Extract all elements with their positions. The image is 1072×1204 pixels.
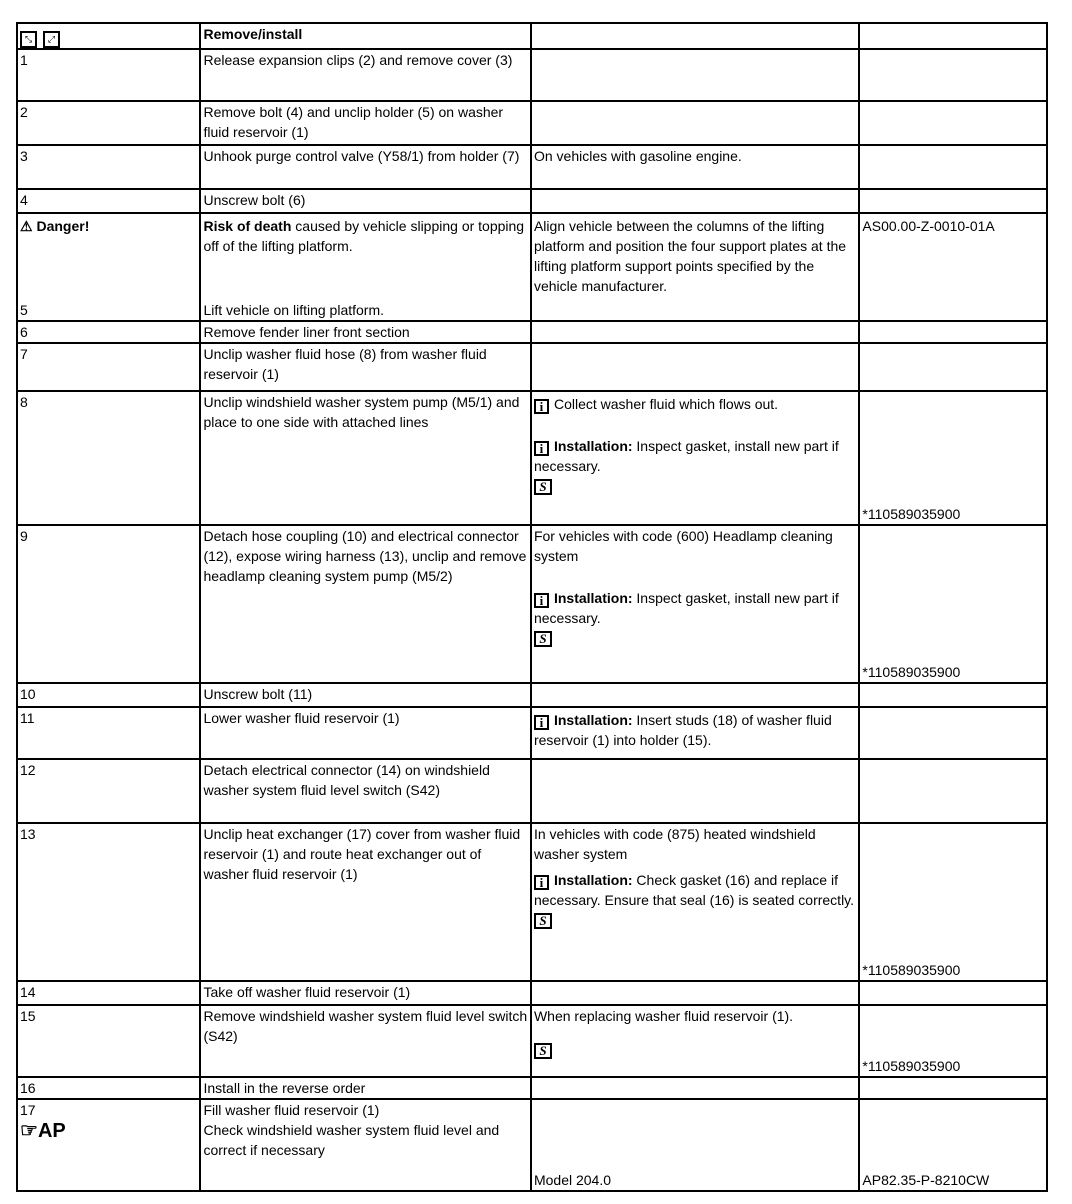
table-row bbox=[17, 823, 1047, 981]
reference-link[interactable]: *110589035900 bbox=[862, 962, 961, 978]
step-text: Lift vehicle on lifting platform. bbox=[203, 302, 385, 318]
table-row bbox=[17, 321, 1047, 343]
installation-label: Installation: bbox=[553, 872, 633, 888]
step-text: Lower washer fluid reservoir (1) bbox=[200, 707, 530, 759]
step-text: Unscrew bolt (6) bbox=[200, 189, 530, 213]
procedure-table bbox=[16, 22, 1048, 1192]
step-number: 6 bbox=[17, 321, 200, 343]
step-text: Unclip heat exchanger (17) cover from washer fluid reservoir (1) and route heat exchanger out of washer fluid reservoir (1) bbox=[200, 823, 530, 981]
reference-link[interactable]: *110589035900 bbox=[862, 1058, 961, 1074]
installation-label: Installation: bbox=[553, 438, 633, 454]
reference-link[interactable]: *110589035900 bbox=[862, 506, 961, 522]
installation-text: Inspect gasket, install new part if necessary. bbox=[533, 590, 839, 626]
table-row bbox=[17, 707, 1047, 759]
step-number: 11 bbox=[17, 707, 200, 759]
step-text: Detach electrical connector (14) on windshield washer system fluid level switch (S42) bbox=[200, 759, 530, 823]
step-number: 3 bbox=[17, 145, 200, 189]
step-note: Collect washer fluid which flows out. bbox=[553, 396, 779, 412]
special-tool-icon: S bbox=[534, 631, 552, 647]
reference-link[interactable]: AP82.35-P-8210CW bbox=[862, 1172, 990, 1188]
reference-link[interactable]: *110589035900 bbox=[862, 664, 961, 680]
table-row bbox=[17, 101, 1047, 145]
step-number: 15 bbox=[17, 1005, 200, 1077]
step-text: Unclip washer fluid hose (8) from washer fluid reservoir (1) bbox=[200, 343, 530, 391]
table-row bbox=[17, 1099, 1047, 1191]
step-text: Remove bolt (4) and unclip holder (5) on washer fluid reservoir (1) bbox=[200, 101, 530, 145]
expand-arrows-icon: ⤡ bbox=[20, 31, 37, 48]
table-row bbox=[17, 981, 1047, 1005]
step-note: Model 204.0 bbox=[533, 1172, 612, 1188]
step-text: Fill washer fluid reservoir (1) bbox=[203, 1102, 380, 1118]
step-number: 12 bbox=[17, 759, 200, 823]
step-text: Remove windshield washer system fluid level switch (S42) bbox=[200, 1005, 530, 1077]
info-icon: i bbox=[534, 875, 549, 890]
special-tool-icon: S bbox=[534, 479, 552, 495]
warning-triangle-icon: ⚠ bbox=[20, 218, 33, 234]
table-row bbox=[17, 213, 1047, 321]
step-text: Take off washer fluid reservoir (1) bbox=[200, 981, 530, 1005]
info-icon: i bbox=[534, 441, 549, 456]
step-number: 16 bbox=[17, 1077, 200, 1099]
table-row bbox=[17, 145, 1047, 189]
step-number: 7 bbox=[17, 343, 200, 391]
step-note: When replacing washer fluid reservoir (1). bbox=[533, 1008, 794, 1024]
step-number: 5 bbox=[20, 302, 28, 318]
info-icon: i bbox=[534, 715, 549, 730]
step-number: 8 bbox=[17, 391, 200, 525]
info-icon: i bbox=[534, 399, 549, 414]
risk-label: Risk of death bbox=[203, 218, 292, 234]
step-note: Align vehicle between the columns of the lifting platform and position the four support plates at the lifting platform support points specified by the vehicle manufacturer. bbox=[533, 218, 847, 294]
installation-text: Inspect gasket, install new part if necessary. bbox=[533, 438, 839, 474]
step-number: 14 bbox=[17, 981, 200, 1005]
table-row bbox=[17, 525, 1047, 683]
table-row bbox=[17, 1005, 1047, 1077]
pointing-hand-icon: ☞ bbox=[20, 1120, 38, 1142]
table-header-row bbox=[17, 23, 1047, 49]
step-text: Install in the reverse order bbox=[200, 1077, 530, 1099]
header-title: Remove/install bbox=[200, 23, 530, 49]
step-text: Unclip windshield washer system pump (M5/1) and place to one side with attached lines bbox=[200, 391, 530, 525]
step-number: 10 bbox=[17, 683, 200, 707]
table-row bbox=[17, 1077, 1047, 1099]
table-row bbox=[17, 683, 1047, 707]
step-note: In vehicles with code (875) heated windshield washer system bbox=[533, 826, 816, 862]
step-number: 2 bbox=[17, 101, 200, 145]
table-row bbox=[17, 391, 1047, 525]
table-row bbox=[17, 343, 1047, 391]
step-text: Unscrew bolt (11) bbox=[200, 683, 530, 707]
step-text: Check windshield washer system fluid level and correct if necessary bbox=[203, 1122, 500, 1158]
table-row bbox=[17, 49, 1047, 101]
step-number: 17 bbox=[20, 1102, 36, 1118]
reference-link[interactable]: AS00.00-Z-0010-01A bbox=[862, 218, 995, 234]
step-number: 4 bbox=[17, 189, 200, 213]
danger-label: Danger! bbox=[36, 218, 90, 234]
installation-text: Check gasket (16) and replace if necessary. Ensure that seal (16) is seated correctly. bbox=[533, 872, 855, 908]
step-note: On vehicles with gasoline engine. bbox=[531, 145, 859, 189]
table-row bbox=[17, 759, 1047, 823]
installation-label: Installation: bbox=[553, 590, 633, 606]
step-text: Unhook purge control valve (Y58/1) from holder (7) bbox=[200, 145, 530, 189]
ap-link[interactable]: AP bbox=[37, 1120, 66, 1142]
special-tool-icon: S bbox=[534, 1043, 552, 1059]
step-note: For vehicles with code (600) Headlamp cleaning system bbox=[533, 528, 833, 564]
info-icon: i bbox=[534, 593, 549, 608]
installation-label: Installation: bbox=[553, 712, 633, 728]
risk-text: caused by vehicle slipping or topping off of the lifting platform. bbox=[203, 218, 525, 254]
collapse-arrows-icon: ⤢ bbox=[43, 31, 60, 48]
step-number: 9 bbox=[17, 525, 200, 683]
step-number: 13 bbox=[17, 823, 200, 981]
special-tool-icon: S bbox=[534, 913, 552, 929]
step-text: Release expansion clips (2) and remove cover (3) bbox=[200, 49, 530, 101]
step-text: Detach hose coupling (10) and electrical connector (12), expose wiring harness (13), unclip and remove headlamp cleaning system pump (M5/2) bbox=[200, 525, 530, 683]
table-row bbox=[17, 189, 1047, 213]
step-text: Remove fender liner front section bbox=[200, 321, 530, 343]
installation-text: Insert studs (18) of washer fluid reservoir (1) into holder (15). bbox=[533, 712, 832, 748]
step-number: 1 bbox=[17, 49, 200, 101]
